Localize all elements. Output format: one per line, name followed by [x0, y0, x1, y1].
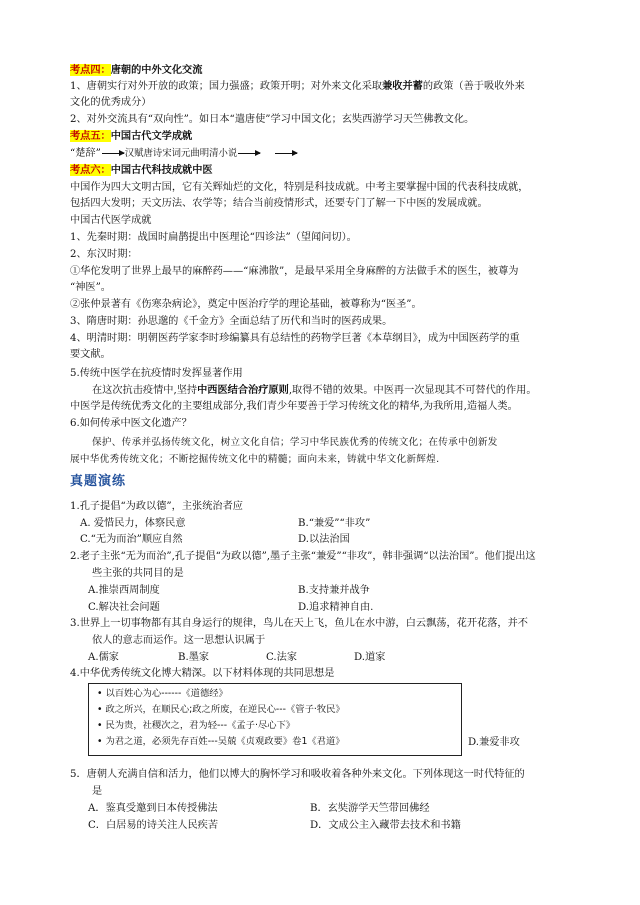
question-stem: 些主张的共同目的是 — [92, 568, 184, 579]
option-c[interactable]: C.解决社会问题 — [88, 602, 160, 613]
question-stem: 4.中华优秀传统文化博大精深。以下材料体现的共同思想是 — [70, 668, 335, 679]
paragraph-line: “神医”。 — [70, 282, 111, 293]
paragraph-line: 1、先秦时期：战国时扁鹊提出中医理论“四诊法”（望闻问切）。 — [70, 232, 357, 243]
paragraph-line: 要文献。 — [70, 349, 111, 360]
paragraph-line: 2、对外交流具有“双向性”。如日本“遣唐使”学习中国文化；玄奘西游学习天竺佛教文化。 — [70, 114, 475, 125]
section-4-heading — [70, 64, 202, 77]
arrow-icon — [238, 153, 260, 154]
paragraph-line: 保护、传承并弘扬传统文化，树立文化自信；学习中华民族优秀的传统文化；在传承中创新发 — [92, 437, 498, 448]
option-b[interactable]: B.“兼爱”“非攻” — [298, 518, 371, 529]
paragraph-line: 1、唐朝实行对外开放的政策；国力强盛；政策开明；对外来文化采取兼收并蓄的政策（善于吸收外来 — [70, 80, 525, 92]
option-c[interactable]: C.法家 — [266, 652, 298, 663]
paragraph-line: 5.传统中医学在抗疫情时发挥显著作用 — [70, 368, 243, 379]
section-tag: 考点六： — [70, 164, 111, 176]
option-d[interactable]: D.兼爱非攻 — [468, 737, 520, 748]
quote-line: • 以百姓心为心------《道德经》 — [97, 688, 228, 699]
question-stem: 2.老子主张“无为而治”,孔子提倡“为政以德”,墨子主张“兼爱”“非攻”，韩非强调“以法治国”。他们提出这 — [70, 551, 536, 562]
option-d[interactable]: D.追求精神自由. — [298, 602, 374, 613]
question-stem: 5．唐朝人充满自信和活力，他们以博大的胸怀学习和吸收着各种外来文化。下列体现这一时代特征的 — [70, 769, 525, 780]
quote-line: • 为君之道，必须先存百姓---吴兢《贞观政要》卷1《君道》 — [97, 736, 345, 747]
option-d[interactable]: D．文成公主入藏带去技术和书籍 — [310, 820, 461, 831]
option-d[interactable]: D.道家 — [354, 652, 386, 663]
section-title: 中国古代科技成就中医 — [110, 164, 213, 176]
option-a[interactable]: A.儒家 — [88, 652, 119, 663]
section-tag: 考点五： — [70, 130, 111, 142]
question-stem: 3.世界上一切事物都有其自身运行的规律，鸟儿在天上飞，鱼儿在水中游，白云飘荡，花开花落，并不 — [70, 618, 528, 629]
paragraph-line: 包括四大发明；天文历法、农学等；结合当前疫情形式，还要专门了解一下中医的发展成就。 — [70, 198, 488, 209]
question-stem: 1.孔子提倡“为政以德”，主张统治者应 — [70, 501, 243, 512]
paragraph-line: ②张仲景著有《伤寒杂病论》，奠定中医治疗学的理论基础，被尊称为“医圣”。 — [70, 299, 422, 310]
section-5-heading — [70, 130, 192, 143]
practice-title: 真题演练 — [70, 474, 127, 489]
option-a[interactable]: A．鉴真受邀到日本传授佛法 — [88, 803, 218, 814]
paragraph-line: 中国古代医学成就 — [70, 215, 152, 226]
option-d[interactable]: D.以法治国 — [298, 534, 350, 545]
arrow-icon — [102, 153, 124, 154]
question-stem: 依人的意志而运作。这一思想认识属于 — [92, 635, 266, 646]
section-title: 唐朝的中外文化交流 — [110, 64, 203, 76]
literature-chain: “楚辞” 汉赋唐诗宋词元曲明清小说 — [70, 147, 298, 160]
option-b[interactable]: B．玄奘游学天竺带回佛经 — [310, 803, 430, 814]
paragraph-line: 中医学是传统优秀文化的主要组成部分,我们青少年要善于学习传统文化的精华,为我所用,造福人类。 — [70, 401, 518, 412]
option-c[interactable]: C．白居易的诗关注人民疾苦 — [88, 820, 219, 831]
paragraph-line: 3、隋唐时期：孙思邈的《千金方》全面总结了历代和当时的医药成果。 — [70, 316, 393, 327]
paragraph-line: 在这次抗击疫情中,坚持中西医结合治疗原则,取得不错的效果。中医再一次显现其不可替代的作用。 — [92, 384, 537, 396]
option-b[interactable]: B.支持兼并战争 — [298, 585, 370, 596]
paragraph-line: 展中华优秀传统文化；不断挖掘传统文化中的精髓；面向未来，铸就中华文化新辉煌. — [70, 454, 440, 465]
paragraph-line: 中国作为四大文明古国，它有关辉灿烂的文化，特别是科技成就。中考主要掌握中国的代表科技成就， — [70, 182, 529, 193]
option-a[interactable]: A. 爱惜民力，体察民意 — [80, 518, 186, 529]
option-a[interactable]: A.推崇西周制度 — [88, 585, 160, 596]
option-b[interactable]: B.墨家 — [178, 652, 210, 663]
arrow-icon — [275, 153, 297, 154]
paragraph-line: 2、东汉时期： — [70, 249, 138, 260]
quote-line: • 民为贵，社稷次之，君为轻---《孟子·尽心下》 — [97, 720, 296, 731]
paragraph-line: ①华佗发明了世界上最早的麻醉药——“麻沸散”，是最早采用全身麻醉的方法做手术的医生，被尊为 — [70, 266, 519, 277]
quote-box — [88, 683, 462, 756]
section-tag: 考点四： — [70, 64, 111, 76]
option-c[interactable]: C.“无为而治”顺应自然 — [80, 534, 183, 545]
paragraph-line: 文化的优秀成分） — [70, 97, 152, 108]
quote-line: • 政之所兴，在顺民心;政之所废，在逆民心---《管子·牧民》 — [97, 704, 345, 715]
question-stem: 是 — [92, 786, 103, 797]
section-title: 中国古代文学成就 — [110, 130, 193, 142]
section-6-heading — [70, 164, 213, 177]
paragraph-line: 6.如何传承中医文化遗产？ — [70, 418, 192, 429]
paragraph-line: 4、明清时期：明朝医药学家李时珍编纂具有总结性的药物学巨著《本草纲目》，成为中国医药学的重 — [70, 333, 520, 344]
